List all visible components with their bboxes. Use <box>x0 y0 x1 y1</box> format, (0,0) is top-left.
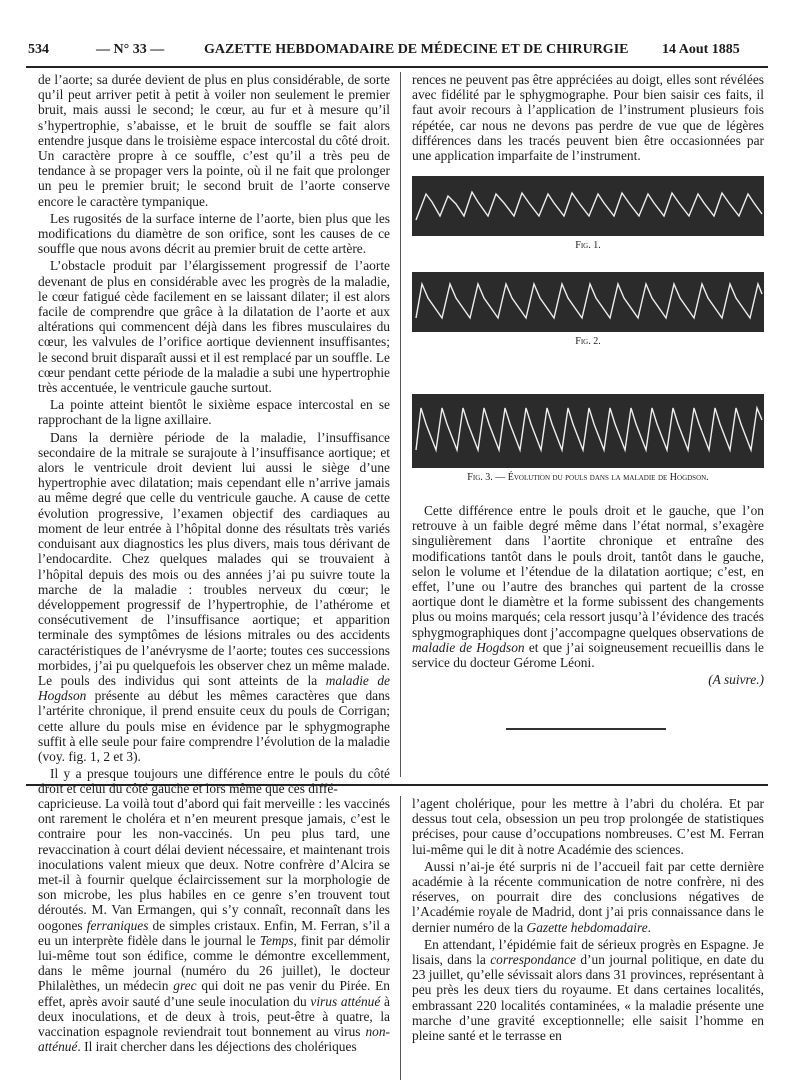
running-header <box>26 38 766 64</box>
figure-2 <box>412 272 764 347</box>
figure-3 <box>412 394 764 483</box>
top-right-column <box>412 503 764 689</box>
paragraph <box>412 503 764 670</box>
to-be-continued: (A suivre.) <box>708 672 764 688</box>
issue-number: — N° 33 — <box>96 42 165 57</box>
text: Cette différence entre le pouls droit et le gauche, que l’on retrouve à un faible degré même dans l’état normal, s’exagère singulièrement dans l’aortite chronique et entraîne des modifications tantôt dans le pouls droit, tantôt dans le gauche, selon le volume et l’étendue de la dilatation aortique; c’est, en effet, l’une ou l’autre des branches qui partent de la crosse aortique dont le diamètre et la forme subissent des changements plus ou moins marqués; cela ressort jusqu’à l’évidence des tracés sphygmographiques dont j’accompagne quelques observations de <box>412 503 764 640</box>
figure-3-caption: Fig. 3. — Évolution du pouls dans la maladie de Hogdson. <box>467 472 709 483</box>
page-number: 534 <box>28 42 49 57</box>
column-divider <box>400 72 401 777</box>
paragraph: Il y a presque toujours une différence entre le pouls du côté droit et celui du côté gauche et lors même que ces diffé- <box>38 766 390 797</box>
text: Dans la dernière période de la maladie, l’insuffisance secondaire de la mitrale se surajoute à l’insuffisance aortique; et alors le ventricule droit devient lui aussi le siège d’une hypertrophie avec dilatation; mais cependant elle n’arrive jamais au même degré que celle du ventricule gauche. A cause de cette évolution progressive, l’examen objectif des cardiaques au moment de leur entrée à l’hôpital donne des résultats très variés conduisant aux diagnostics les plus divers, mais tous dérivant de l’endocardite. Chez quelques malades qui se trouvaient à l’hôpital depuis des mois ou des années j’ai pu suivre toute la marche de la maladie : troubles nerveux du cœur; le développement progressif de l’hypertrophie, de l’athérome et consécutivement de l’insuffisance aortique; et apparition terminale des symptômes de lésions mitrales ou des accidents caractéristiques de l’anévrysme de l’aorte; toutes ces successions morbides, j’ai pu quelquefois les observer chez un même malade. Le pouls des individus qui sont atteints de la <box>38 429 390 688</box>
journal-title: GAZETTE HEBDOMADAIRE DE MÉDECINE ET DE CHIRURGIE <box>204 42 629 57</box>
emphasis: non-atténué <box>38 1024 390 1055</box>
pulse-tracing-3 <box>412 394 764 468</box>
figure-1-caption: Fig. 1. <box>575 240 601 251</box>
bottom-right-column <box>412 796 764 1045</box>
text: Aussi n’ai-je été surpris ni de l’accueil fait par cette dernière académie à la récente communication de notre confrère, ni des réserves, on pourrait dire des conclusions négatives de l’Académie royale de Madrid, dont j’ai pris connaissance dans le dernier numéro de la <box>412 858 764 935</box>
paragraph <box>412 937 764 1043</box>
emphasis: maladie de Hogdson <box>412 639 525 655</box>
emphasis: correspondance <box>490 952 576 968</box>
paragraph <box>38 796 390 1054</box>
figure-2-caption: Fig. 2. <box>575 336 601 347</box>
text: . Il irait chercher dans les déjections des cholériques <box>77 1039 357 1055</box>
emphasis: virus atténué <box>310 993 381 1009</box>
paragraph: rences ne peuvent pas être appréciées au doigt, elles sont révélées avec fidélité par le sphygmographe. Pour bien saisir ces faits, il faut avoir recours à l’application de l’instrument plusieurs fois répétée, car nous ne devons pas perdre de vue que de légères différences dans les tracés peuvent bien être occasionnées par une application imparfaite de l’instrument. <box>412 72 764 164</box>
article-end-rule <box>506 728 666 730</box>
text: de simples cristaux. Enfin, M. Ferran, s’il a eu un interprète fidèle dans le journal le <box>38 917 390 948</box>
paragraph: de l’aorte; sa durée devient de plus en plus considérable, de sorte qu’il peut arriver petit à petit à voiler non seulement le premier bruit, mais aussi le second; le cœur, au fur et à mesure qu’il s’hypertrophie, s’abaisse, et le bruit de souffle se fait alors entendre jusque dans le troisième espace intercostal du côté droit. Un caractère propre à ce souffle, c’est qu’il a très peu de tendance à se propager vers la pointe, où il ne fait que prolonger un peu le premier bruit; le second bruit de l’aorte conserve encore le caractère tympanique. <box>38 72 390 209</box>
bottom-left-column <box>38 796 390 1056</box>
emphasis: grec <box>173 978 197 994</box>
top-right-intro <box>412 72 764 165</box>
paragraph: L’obstacle produit par l’élargissement progressif de l’aorte devenant de plus en considérable avec les progrès de la maladie, le cœur fatigué cède facilement en se laissant dilater; il est alors facile de comprendre que grâce à la dilatation de l’aorte et aux altérations qui commencent déjà dans les fibres musculaires du cœur, les valvules de l’orifice aortique deviennent insuffisantes; le second bruit disparaît aussi et il est remplacé par un souffle. Le cœur pendant cette période de la maladie a subi une hypertrophie très accentuée, le ventricule gauche surtout. <box>38 258 390 396</box>
paragraph <box>412 859 764 935</box>
text: capricieuse. La voilà tout d’abord qui fait merveille : les vaccinés ont rarement le choléra et n’en meurent presque jamais, c’est le contraire pour les non-vaccinés. Un peu plus tard, une revaccination à court délai devient nécessaire, et maintenant trois inoculations valent mieux que deux. Notre confrère d’Alcira se met-il à fournir quelque éclaircissement sur la morphologie de son microbe, les plus habiles en ce genre s’en trouvent tout déroutés. M. Van Ermangen, qui s’y connaît, reconnaît dans les oogones <box>38 796 390 933</box>
column-divider-bottom <box>400 796 401 1080</box>
paragraph <box>38 430 390 764</box>
top-left-column <box>38 72 390 799</box>
emphasis: maladie de Hogdson <box>38 672 390 704</box>
paragraph: La pointe atteint bientôt le sixième espace intercostal en se rapprochant de la ligne axillaire. <box>38 397 390 428</box>
emphasis: Temps <box>259 932 294 948</box>
header-rule <box>26 66 768 68</box>
pulse-tracing-1 <box>412 176 764 236</box>
figure-1 <box>412 176 764 251</box>
paragraph: Les rugosités de la surface interne de l’aorte, bien plus que les modifications du diamètre de son orifice, sont les causes de ce souffle que nous avons décrit au premier bruit de cette artère. <box>38 210 390 257</box>
issue-date: 14 Aout 1885 <box>662 42 740 57</box>
text: d’un journal politique, en date du 23 juillet, qu’elle sévissait alors dans 31 provinces, représentant à peu près les deux tiers du royaume. Et dans certaines localités, embrassant 220 localités contaminées, « la maladie présente une marche d’une gravité exceptionnelle; elle saisit l’homme en pleine santé et le terrasse en <box>412 952 764 1044</box>
pulse-tracing-2 <box>412 272 764 332</box>
emphasis: ferraniques <box>86 917 149 933</box>
text: et que j’ai soigneusement recueillis dans le service du docteur Gérome Léoni. <box>412 639 764 671</box>
text: qui doit ne pas venir du Pirée. En effet, après avoir sauté d’une seule inoculation du <box>38 978 390 1009</box>
text: . <box>647 919 652 935</box>
emphasis: Gazette hebdomadaire <box>526 919 648 935</box>
section-rule <box>26 784 768 786</box>
text: à deux inoculations, et de deux à trois, peut-être à quatre, la vaccination espagnole reviendrait tout bonnement au virus <box>38 993 390 1040</box>
text: En attendant, l’épidémie fait de sérieux progrès en Espagne. Je lisais, dans la <box>412 936 764 968</box>
paragraph: l’agent cholérique, pour les mettre à l’abri du choléra. Et par dessus tout cela, obsession un peu trop prolongée de statistiques précises, pour cause d’occupations nombreuses. C’est M. Ferran lui-même qui le dit à notre Académie des sciences. <box>412 796 764 857</box>
text: présente au début les mêmes caractères que dans l’artérite chronique, il prend ensuite ceux du pouls de Corrigan; cette allure du pouls mise en évidence par le sphygmographe suffit à elle seule pour faire comprendre l’évolution de la maladie (voy. fig. 1, 2 et 3). <box>38 688 390 764</box>
text: , finit par démolir lui-même tout son édifice, comme le démontre excellemment, dans le même journal (numéro du 26 juillet), le docteur Philalèthes, un médecin <box>38 932 390 994</box>
